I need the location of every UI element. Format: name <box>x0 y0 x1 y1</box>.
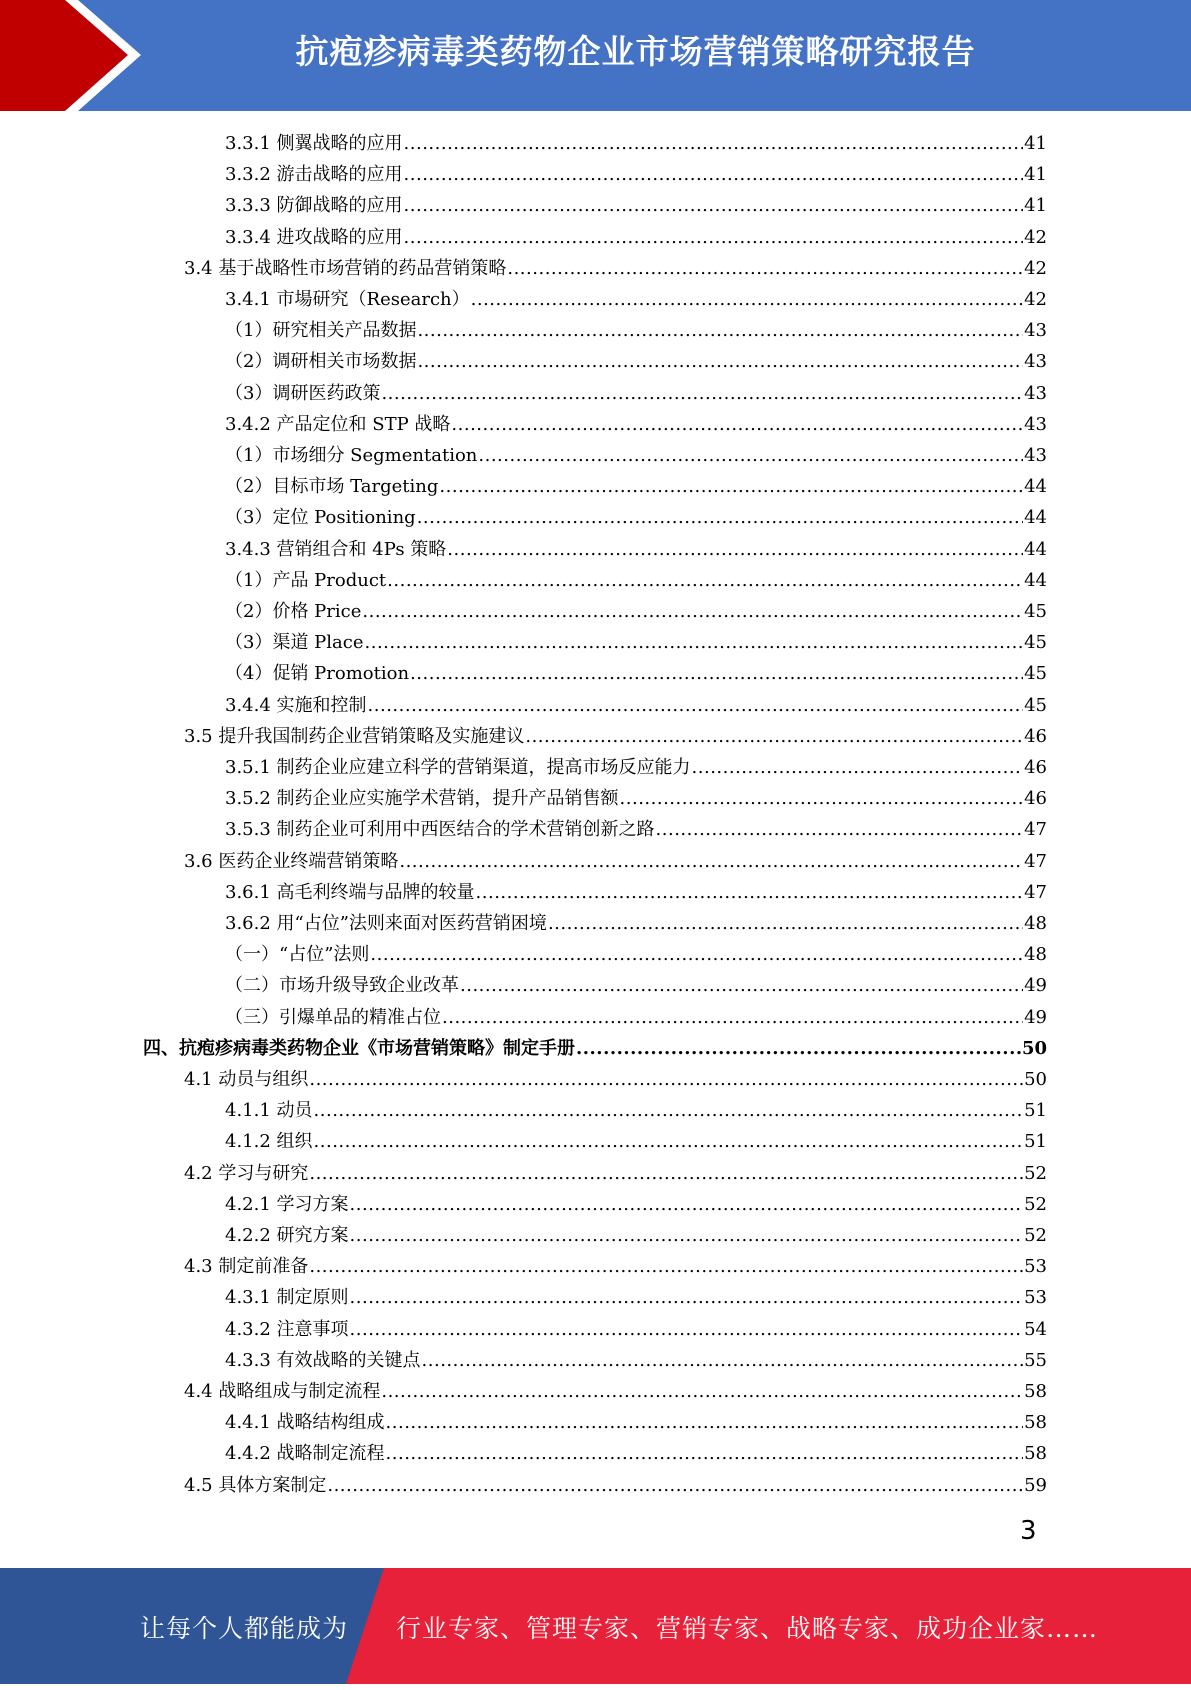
toc-entry-label: 3.5.2 制药企业应实施学术营销，提升产品销售额 <box>225 788 619 810</box>
toc-entry[interactable] <box>225 1126 1047 1157</box>
toc-entry-page: 47 <box>1024 881 1047 903</box>
toc-entry-label: 3.6.1 高毛利终端与品牌的较量 <box>225 881 475 903</box>
toc-entry[interactable] <box>225 471 1047 502</box>
toc-entry[interactable] <box>184 721 1047 752</box>
toc-entry-label: 四、抗疱疹病毒类药物企业《市场营销策略》制定手册 <box>143 1037 575 1059</box>
toc-entry-label: 3.5.1 制药企业应建立科学的营销渠道，提高市场反应能力 <box>225 757 691 778</box>
toc-dot-leader <box>447 534 1023 565</box>
toc-entry-label: 4.1.1 动员 <box>225 1100 313 1122</box>
toc-entry-page: 45 <box>1024 663 1047 685</box>
toc-entry[interactable] <box>225 939 1047 970</box>
toc-entry[interactable] <box>225 970 1047 1001</box>
toc-entry[interactable] <box>225 159 1047 190</box>
toc-entry-page: 53 <box>1024 1256 1047 1278</box>
toc-entry-page: 58 <box>1024 1412 1047 1434</box>
toc-entry-label: （一）“占位”法则 <box>225 944 370 966</box>
toc-entry-page: 46 <box>1024 757 1047 778</box>
toc-entry[interactable] <box>184 1158 1047 1189</box>
toc-entry[interactable] <box>225 783 1047 814</box>
toc-entry-page: 48 <box>1024 944 1047 966</box>
toc-entry-page: 46 <box>1024 725 1047 747</box>
toc-entry-label: 3.4.4 实施和控制 <box>225 694 367 716</box>
toc-entry-page: 52 <box>1024 1193 1047 1215</box>
page-header <box>0 0 1191 111</box>
toc-entry-label: （2）价格 Price <box>225 601 362 622</box>
toc-dot-leader <box>442 1002 1023 1033</box>
toc-entry-label: 3.3.3 防御战略的应用 <box>225 195 403 217</box>
toc-entry-page: 41 <box>1024 195 1047 217</box>
toc-entry-page: 44 <box>1024 538 1047 560</box>
toc-entry-label: 4.3.2 注意事项 <box>225 1318 349 1340</box>
toc-dot-leader <box>387 565 1023 596</box>
toc-entry-page: 43 <box>1024 413 1047 435</box>
toc-entry-page: 51 <box>1024 1131 1047 1153</box>
toc-entry-label: 3.6.2 用“占位”法则来面对医药营销困境 <box>225 913 547 934</box>
toc-entry[interactable] <box>143 1033 1047 1064</box>
toc-entry-label: 4.2.1 学习方案 <box>225 1193 349 1215</box>
toc-dot-leader <box>404 190 1024 221</box>
toc-entry[interactable] <box>225 908 1047 939</box>
toc-dot-leader <box>309 1158 1023 1189</box>
toc-dot-leader <box>417 346 1023 377</box>
toc-entry[interactable] <box>184 1376 1047 1407</box>
toc-entry-page: 48 <box>1024 913 1047 934</box>
toc-entry-label: （3）调研医药政策 <box>225 382 381 404</box>
toc-entry-label: 4.2 学习与研究 <box>184 1162 309 1184</box>
toc-entry-page: 47 <box>1024 850 1047 872</box>
toc-dot-leader <box>451 409 1023 440</box>
toc-entry[interactable] <box>225 346 1047 377</box>
toc-entry-label: 4.5 具体方案制定 <box>184 1474 327 1496</box>
toc-entry-label: （3）渠道 Place <box>225 632 364 654</box>
toc-entry[interactable] <box>184 253 1047 284</box>
toc-dot-leader <box>548 908 1023 939</box>
toc-entry-page: 43 <box>1024 351 1047 373</box>
toc-entry[interactable] <box>225 222 1047 253</box>
toc-entry-page: 43 <box>1024 320 1047 342</box>
toc-entry-label: （2）调研相关市场数据 <box>225 351 417 373</box>
footer-slogan-right: 行业专家、管理专家、营销专家、战略专家、成功企业家…… <box>396 1614 1099 1643</box>
toc-dot-leader <box>576 1033 1021 1064</box>
toc-entry-page: 49 <box>1024 1006 1047 1028</box>
toc-entry-label: （三）引爆单品的精准占位 <box>225 1006 441 1028</box>
toc-entry[interactable] <box>225 627 1047 658</box>
toc-entry-page: 45 <box>1024 601 1047 622</box>
toc-entry[interactable] <box>225 128 1047 159</box>
toc-entry-page: 59 <box>1024 1474 1047 1496</box>
toc-dot-leader <box>381 1376 1023 1407</box>
toc-entry-label: 3.5 提升我国制药企业营销策略及实施建议 <box>184 725 525 747</box>
toc-entry-label: 4.3.3 有效战略的关键点 <box>225 1349 421 1371</box>
toc-dot-leader <box>620 783 1024 814</box>
toc-entry[interactable] <box>225 1314 1047 1345</box>
toc-dot-leader <box>422 1345 1024 1376</box>
toc-dot-leader <box>525 721 1023 752</box>
toc-entry-page: 42 <box>1024 289 1047 310</box>
toc-entry-page: 43 <box>1024 382 1047 404</box>
toc-entry-label: 4.4.1 战略结构组成 <box>225 1412 385 1434</box>
toc-entry-page: 42 <box>1024 257 1047 279</box>
toc-dot-leader <box>386 1438 1024 1469</box>
toc-entry-page: 50 <box>1024 1069 1047 1090</box>
toc-entry[interactable] <box>225 565 1047 596</box>
toc-entry-label: （1）市场细分 Segmentation <box>225 445 478 466</box>
toc-entry-page: 44 <box>1024 569 1047 591</box>
toc-entry[interactable] <box>225 877 1047 908</box>
toc-entry-label: 3.5.3 制药企业可利用中西医结合的学术营销创新之路 <box>225 819 655 841</box>
toc-entry[interactable] <box>225 1220 1047 1251</box>
toc-entry-page: 41 <box>1024 164 1047 186</box>
toc-dot-leader <box>314 1126 1024 1157</box>
toc-entry-label: 3.4.1 市場研究（Research） <box>225 289 470 310</box>
toc-entry-page: 53 <box>1024 1287 1047 1309</box>
toc-entry[interactable] <box>225 1438 1047 1469</box>
toc-dot-leader <box>692 752 1024 783</box>
toc-entry[interactable] <box>184 1470 1047 1501</box>
toc-dot-leader <box>476 877 1024 908</box>
toc-entry-label: （4）促销 Promotion <box>225 663 410 685</box>
toc-entry-label: （1）产品 Product <box>225 569 387 591</box>
toc-entry-label: 3.4.2 产品定位和 STP 战略 <box>225 413 451 435</box>
toc-entry-page: 41 <box>1024 133 1047 154</box>
toc-entry[interactable] <box>225 690 1047 721</box>
toc-dot-leader <box>478 440 1023 471</box>
toc-entry-label: 4.3.1 制定原则 <box>225 1287 349 1309</box>
toc-entry[interactable] <box>225 814 1047 845</box>
footer-slogan-left: 让每个人都能成为 <box>140 1614 349 1643</box>
toc-entry-page: 43 <box>1024 445 1047 466</box>
toc-entry-page: 52 <box>1024 1162 1047 1184</box>
toc-entry-page: 49 <box>1024 975 1047 997</box>
toc-entry[interactable] <box>225 409 1047 440</box>
toc-entry-page: 46 <box>1024 788 1047 810</box>
toc-dot-leader <box>399 846 1023 877</box>
toc-entry-page: 45 <box>1024 694 1047 716</box>
toc-dot-leader <box>417 502 1023 533</box>
toc-dot-leader <box>656 814 1024 845</box>
toc-entry-label: 4.4 战略组成与制定流程 <box>184 1381 381 1402</box>
toc-entry[interactable] <box>225 752 1047 783</box>
toc-entry-label: 4.3 制定前准备 <box>184 1256 309 1278</box>
toc-entry-label: 3.4 基于战略性市场营销的药品营销策略 <box>184 257 507 279</box>
toc-dot-leader <box>309 1251 1023 1282</box>
toc-entry-label: 3.3.4 进攻战略的应用 <box>225 226 403 248</box>
toc-entry-page: 58 <box>1024 1381 1047 1402</box>
toc-dot-leader <box>439 471 1023 502</box>
toc-dot-leader <box>370 939 1023 970</box>
toc-dot-leader <box>368 690 1024 721</box>
toc-entry[interactable] <box>225 315 1047 346</box>
toc-dot-leader <box>404 128 1024 159</box>
toc-dot-leader <box>314 1095 1024 1126</box>
toc-entry-label: 3.3.2 游击战略的应用 <box>225 164 403 186</box>
toc-entry-page: 51 <box>1024 1100 1047 1122</box>
toc-entry-label: （2）目标市场 Targeting <box>225 476 439 498</box>
toc-entry-label: 3.6 医药企业终端营销策略 <box>184 850 399 872</box>
toc-dot-leader <box>404 159 1024 190</box>
toc-entry-page: 50 <box>1021 1037 1047 1059</box>
toc-entry-page: 52 <box>1024 1225 1047 1246</box>
toc-dot-leader <box>471 284 1023 315</box>
toc-entry-page: 44 <box>1024 476 1047 498</box>
toc-entry[interactable] <box>184 1064 1047 1095</box>
toc-entry[interactable] <box>225 284 1047 315</box>
toc-entry[interactable] <box>225 1282 1047 1313</box>
toc-entry[interactable] <box>225 658 1047 689</box>
toc-entry-label: 4.1 动员与组织 <box>184 1069 309 1090</box>
toc-dot-leader <box>309 1064 1023 1095</box>
toc-dot-leader <box>507 253 1023 284</box>
toc-entry[interactable] <box>184 1251 1047 1282</box>
toc-entry-label: 4.4.2 战略制定流程 <box>225 1443 385 1465</box>
toc-entry-page: 54 <box>1024 1318 1047 1340</box>
toc-entry[interactable] <box>225 1345 1047 1376</box>
toc-entry[interactable] <box>225 1095 1047 1126</box>
toc-entry-page: 44 <box>1024 507 1047 529</box>
toc-dot-leader <box>417 315 1023 346</box>
toc-entry-label: 3.3.1 侧翼战略的应用 <box>225 133 403 154</box>
toc-entry[interactable] <box>225 1407 1047 1438</box>
toc-entry[interactable] <box>184 846 1047 877</box>
toc-entry[interactable] <box>225 1002 1047 1033</box>
toc-dot-leader <box>410 658 1023 689</box>
toc-entry[interactable] <box>225 1189 1047 1220</box>
toc-dot-leader <box>386 1407 1024 1438</box>
toc-entry[interactable] <box>225 440 1047 471</box>
toc-entry-label: （1）研究相关产品数据 <box>225 320 417 342</box>
toc-entry-label: （3）定位 Positioning <box>225 507 416 529</box>
toc-entry[interactable] <box>225 534 1047 565</box>
page-number: 3 <box>1020 1516 1037 1546</box>
toc-entry-label: 3.4.3 营销组合和 4Ps 策略 <box>225 538 447 560</box>
toc-entry-page: 45 <box>1024 632 1047 654</box>
toc-entry-page: 42 <box>1024 226 1047 248</box>
report-title: 抗疱疹病毒类药物企业市场营销策略研究报告 <box>295 32 976 71</box>
toc-dot-leader <box>350 1314 1024 1345</box>
toc-dot-leader <box>404 222 1024 253</box>
toc-dot-leader <box>381 378 1023 409</box>
toc-entry-label: （二）市场升级导致企业改革 <box>225 975 459 997</box>
toc-dot-leader <box>327 1470 1023 1501</box>
toc-entry[interactable] <box>225 378 1047 409</box>
toc-dot-leader <box>350 1282 1024 1313</box>
toc-entry-page: 55 <box>1024 1349 1047 1371</box>
toc-entry[interactable] <box>225 502 1047 533</box>
toc-entry-label: 4.2.2 研究方案 <box>225 1225 349 1246</box>
toc-entry-label: 4.1.2 组织 <box>225 1131 313 1153</box>
page-footer <box>0 1568 1191 1684</box>
toc-entry-page: 58 <box>1024 1443 1047 1465</box>
toc-entry[interactable] <box>225 596 1047 627</box>
toc-dot-leader <box>350 1189 1024 1220</box>
toc-entry-page: 47 <box>1024 819 1047 841</box>
toc-entry[interactable] <box>225 190 1047 221</box>
toc-dot-leader <box>460 970 1023 1001</box>
toc-dot-leader <box>362 596 1023 627</box>
toc-dot-leader <box>350 1220 1024 1251</box>
toc-dot-leader <box>365 627 1024 658</box>
